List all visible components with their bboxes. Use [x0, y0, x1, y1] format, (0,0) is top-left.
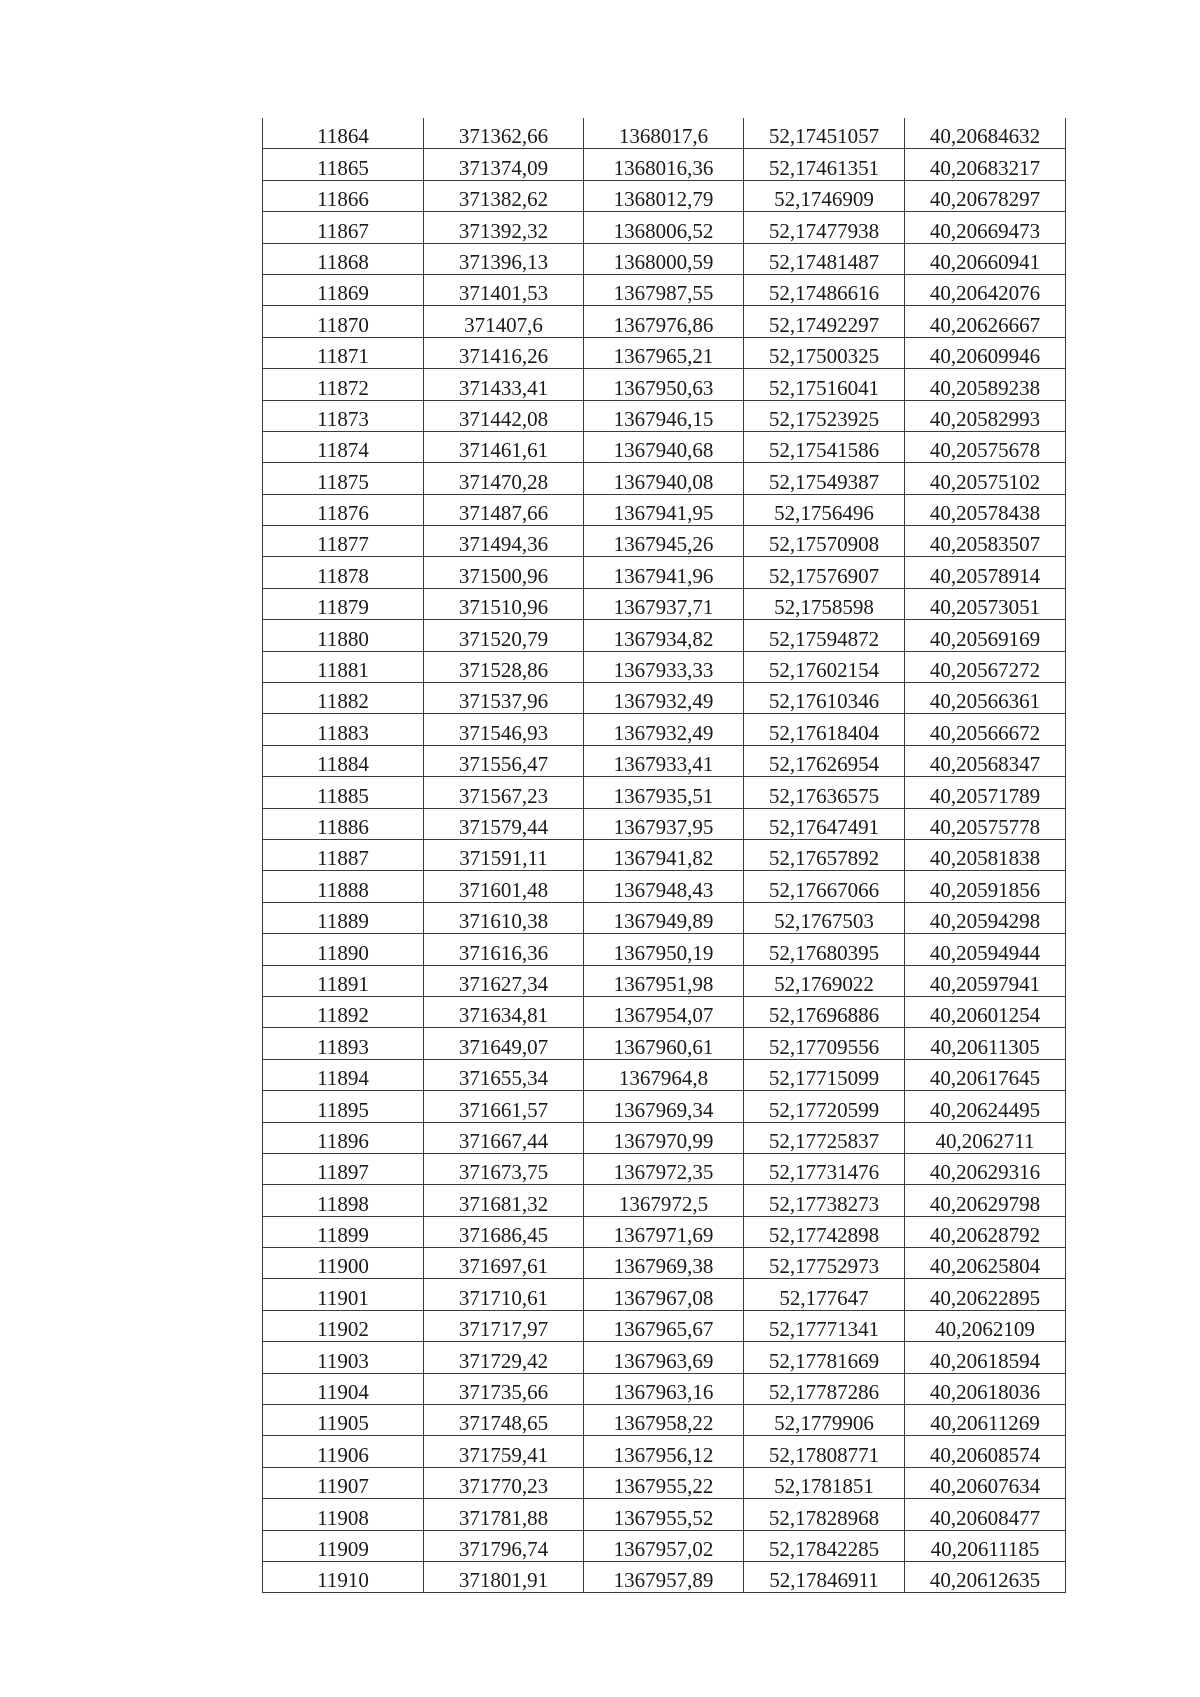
- table-row: [263, 1248, 1066, 1279]
- table-row: [263, 1185, 1066, 1216]
- y-coordinate-cell: 1368017,6: [584, 118, 744, 149]
- x-coordinate-cell: 371748,65: [424, 1405, 584, 1436]
- longitude-cell: 40,20569169: [905, 620, 1066, 651]
- latitude-cell: 52,17492297: [744, 306, 905, 337]
- longitude-cell: 40,20622895: [905, 1279, 1066, 1310]
- longitude-cell: 40,20618036: [905, 1373, 1066, 1404]
- x-coordinate-cell: 371537,96: [424, 683, 584, 714]
- longitude-cell: 40,20575102: [905, 463, 1066, 494]
- y-coordinate-cell: 1367941,82: [584, 839, 744, 870]
- longitude-cell: 40,20578914: [905, 557, 1066, 588]
- table-row: [263, 1091, 1066, 1122]
- y-coordinate-cell: 1367946,15: [584, 400, 744, 431]
- point-number-cell: 11898: [263, 1185, 424, 1216]
- latitude-cell: 52,17731476: [744, 1153, 905, 1184]
- table-row: [263, 1153, 1066, 1184]
- longitude-cell: 40,20684632: [905, 118, 1066, 149]
- latitude-cell: 52,1769022: [744, 965, 905, 996]
- table-row: [263, 118, 1066, 149]
- y-coordinate-cell: 1367954,07: [584, 996, 744, 1027]
- x-coordinate-cell: 371470,28: [424, 463, 584, 494]
- latitude-cell: 52,17602154: [744, 651, 905, 682]
- latitude-cell: 52,17451057: [744, 118, 905, 149]
- longitude-cell: 40,20642076: [905, 274, 1066, 305]
- point-number-cell: 11875: [263, 463, 424, 494]
- table-row: [263, 996, 1066, 1027]
- point-number-cell: 11883: [263, 714, 424, 745]
- x-coordinate-cell: 371510,96: [424, 588, 584, 619]
- x-coordinate-cell: 371667,44: [424, 1122, 584, 1153]
- table-row: [263, 1436, 1066, 1467]
- x-coordinate-cell: 371392,32: [424, 212, 584, 243]
- table-row: [263, 588, 1066, 619]
- latitude-cell: 52,17657892: [744, 839, 905, 870]
- point-number-cell: 11869: [263, 274, 424, 305]
- longitude-cell: 40,20594298: [905, 902, 1066, 933]
- longitude-cell: 40,20571789: [905, 777, 1066, 808]
- x-coordinate-cell: 371781,88: [424, 1499, 584, 1530]
- y-coordinate-cell: 1367963,69: [584, 1342, 744, 1373]
- longitude-cell: 40,20597941: [905, 965, 1066, 996]
- longitude-cell: 40,20608477: [905, 1499, 1066, 1530]
- y-coordinate-cell: 1367935,51: [584, 777, 744, 808]
- longitude-cell: 40,20660941: [905, 243, 1066, 274]
- table-row: [263, 651, 1066, 682]
- latitude-cell: 52,17481487: [744, 243, 905, 274]
- x-coordinate-cell: 371655,34: [424, 1059, 584, 1090]
- point-number-cell: 11888: [263, 871, 424, 902]
- table-row: [263, 243, 1066, 274]
- y-coordinate-cell: 1367971,69: [584, 1216, 744, 1247]
- x-coordinate-cell: 371442,08: [424, 400, 584, 431]
- longitude-cell: 40,20626667: [905, 306, 1066, 337]
- latitude-cell: 52,17500325: [744, 337, 905, 368]
- table-row: [263, 180, 1066, 211]
- latitude-cell: 52,17752973: [744, 1248, 905, 1279]
- x-coordinate-cell: 371567,23: [424, 777, 584, 808]
- x-coordinate-cell: 371649,07: [424, 1028, 584, 1059]
- table-row: [263, 1028, 1066, 1059]
- table-row: [263, 839, 1066, 870]
- x-coordinate-cell: 371374,09: [424, 149, 584, 180]
- table-row: [263, 306, 1066, 337]
- longitude-cell: 40,20601254: [905, 996, 1066, 1027]
- latitude-cell: 52,1758598: [744, 588, 905, 619]
- x-coordinate-cell: 371616,36: [424, 934, 584, 965]
- longitude-cell: 40,20629316: [905, 1153, 1066, 1184]
- point-number-cell: 11910: [263, 1561, 424, 1592]
- table-row: [263, 526, 1066, 557]
- point-number-cell: 11894: [263, 1059, 424, 1090]
- latitude-cell: 52,17742898: [744, 1216, 905, 1247]
- longitude-cell: 40,20582993: [905, 400, 1066, 431]
- x-coordinate-cell: 371546,93: [424, 714, 584, 745]
- x-coordinate-cell: 371735,66: [424, 1373, 584, 1404]
- longitude-cell: 40,20678297: [905, 180, 1066, 211]
- latitude-cell: 52,17696886: [744, 996, 905, 1027]
- table-row: [263, 1059, 1066, 1090]
- latitude-cell: 52,17828968: [744, 1499, 905, 1530]
- x-coordinate-cell: 371407,6: [424, 306, 584, 337]
- table-row: [263, 1561, 1066, 1592]
- latitude-cell: 52,17477938: [744, 212, 905, 243]
- x-coordinate-cell: 371717,97: [424, 1310, 584, 1341]
- y-coordinate-cell: 1367963,16: [584, 1373, 744, 1404]
- x-coordinate-cell: 371681,32: [424, 1185, 584, 1216]
- latitude-cell: 52,1756496: [744, 494, 905, 525]
- x-coordinate-cell: 371770,23: [424, 1467, 584, 1498]
- table-row: [263, 714, 1066, 745]
- longitude-cell: 40,20575778: [905, 808, 1066, 839]
- table-row: [263, 1279, 1066, 1310]
- table-row: [263, 149, 1066, 180]
- latitude-cell: 52,17618404: [744, 714, 905, 745]
- point-number-cell: 11902: [263, 1310, 424, 1341]
- point-number-cell: 11893: [263, 1028, 424, 1059]
- y-coordinate-cell: 1367932,49: [584, 683, 744, 714]
- x-coordinate-cell: 371801,91: [424, 1561, 584, 1592]
- table-row: [263, 683, 1066, 714]
- point-number-cell: 11886: [263, 808, 424, 839]
- longitude-cell: 40,20624495: [905, 1091, 1066, 1122]
- y-coordinate-cell: 1367957,02: [584, 1530, 744, 1561]
- longitude-cell: 40,20608574: [905, 1436, 1066, 1467]
- x-coordinate-cell: 371601,48: [424, 871, 584, 902]
- longitude-cell: 40,20567272: [905, 651, 1066, 682]
- latitude-cell: 52,17549387: [744, 463, 905, 494]
- point-number-cell: 11874: [263, 431, 424, 462]
- latitude-cell: 52,17636575: [744, 777, 905, 808]
- y-coordinate-cell: 1367933,41: [584, 745, 744, 776]
- point-number-cell: 11905: [263, 1405, 424, 1436]
- longitude-cell: 40,20611269: [905, 1405, 1066, 1436]
- point-number-cell: 11872: [263, 369, 424, 400]
- table-row: [263, 337, 1066, 368]
- longitude-cell: 40,20591856: [905, 871, 1066, 902]
- longitude-cell: 40,2062711: [905, 1122, 1066, 1153]
- y-coordinate-cell: 1367932,49: [584, 714, 744, 745]
- latitude-cell: 52,1767503: [744, 902, 905, 933]
- point-number-cell: 11878: [263, 557, 424, 588]
- longitude-cell: 40,2062109: [905, 1310, 1066, 1341]
- x-coordinate-cell: 371661,57: [424, 1091, 584, 1122]
- point-number-cell: 11907: [263, 1467, 424, 1498]
- x-coordinate-cell: 371627,34: [424, 965, 584, 996]
- latitude-cell: 52,1746909: [744, 180, 905, 211]
- longitude-cell: 40,20683217: [905, 149, 1066, 180]
- point-number-cell: 11868: [263, 243, 424, 274]
- x-coordinate-cell: 371610,38: [424, 902, 584, 933]
- latitude-cell: 52,17523925: [744, 400, 905, 431]
- table-row: [263, 1122, 1066, 1153]
- table-row: [263, 369, 1066, 400]
- point-number-cell: 11890: [263, 934, 424, 965]
- point-number-cell: 11908: [263, 1499, 424, 1530]
- y-coordinate-cell: 1367949,89: [584, 902, 744, 933]
- table-row: [263, 1405, 1066, 1436]
- longitude-cell: 40,20578438: [905, 494, 1066, 525]
- point-number-cell: 11879: [263, 588, 424, 619]
- longitude-cell: 40,20583507: [905, 526, 1066, 557]
- table-row: [263, 557, 1066, 588]
- latitude-cell: 52,17461351: [744, 149, 905, 180]
- point-number-cell: 11873: [263, 400, 424, 431]
- y-coordinate-cell: 1367969,38: [584, 1248, 744, 1279]
- point-number-cell: 11866: [263, 180, 424, 211]
- longitude-cell: 40,20628792: [905, 1216, 1066, 1247]
- table-row: [263, 1216, 1066, 1247]
- y-coordinate-cell: 1367940,68: [584, 431, 744, 462]
- table-row: [263, 463, 1066, 494]
- point-number-cell: 11909: [263, 1530, 424, 1561]
- latitude-cell: 52,17808771: [744, 1436, 905, 1467]
- point-number-cell: 11904: [263, 1373, 424, 1404]
- x-coordinate-cell: 371528,86: [424, 651, 584, 682]
- latitude-cell: 52,17738273: [744, 1185, 905, 1216]
- longitude-cell: 40,20629798: [905, 1185, 1066, 1216]
- point-number-cell: 11871: [263, 337, 424, 368]
- coordinates-table: [262, 118, 1066, 1593]
- table-row: [263, 620, 1066, 651]
- table-row: [263, 745, 1066, 776]
- latitude-cell: 52,1779906: [744, 1405, 905, 1436]
- x-coordinate-cell: 371396,13: [424, 243, 584, 274]
- x-coordinate-cell: 371579,44: [424, 808, 584, 839]
- x-coordinate-cell: 371710,61: [424, 1279, 584, 1310]
- y-coordinate-cell: 1368016,36: [584, 149, 744, 180]
- latitude-cell: 52,17541586: [744, 431, 905, 462]
- y-coordinate-cell: 1367951,98: [584, 965, 744, 996]
- coordinates-table-body: [263, 118, 1066, 1593]
- point-number-cell: 11906: [263, 1436, 424, 1467]
- x-coordinate-cell: 371494,36: [424, 526, 584, 557]
- y-coordinate-cell: 1367972,35: [584, 1153, 744, 1184]
- point-number-cell: 11884: [263, 745, 424, 776]
- x-coordinate-cell: 371362,66: [424, 118, 584, 149]
- latitude-cell: 52,17842285: [744, 1530, 905, 1561]
- latitude-cell: 52,17787286: [744, 1373, 905, 1404]
- y-coordinate-cell: 1367940,08: [584, 463, 744, 494]
- y-coordinate-cell: 1367933,33: [584, 651, 744, 682]
- point-number-cell: 11877: [263, 526, 424, 557]
- latitude-cell: 52,177647: [744, 1279, 905, 1310]
- latitude-cell: 52,17626954: [744, 745, 905, 776]
- x-coordinate-cell: 371556,47: [424, 745, 584, 776]
- x-coordinate-cell: 371673,75: [424, 1153, 584, 1184]
- point-number-cell: 11896: [263, 1122, 424, 1153]
- table-row: [263, 1373, 1066, 1404]
- longitude-cell: 40,20594944: [905, 934, 1066, 965]
- y-coordinate-cell: 1367964,8: [584, 1059, 744, 1090]
- point-number-cell: 11876: [263, 494, 424, 525]
- longitude-cell: 40,20669473: [905, 212, 1066, 243]
- y-coordinate-cell: 1367987,55: [584, 274, 744, 305]
- y-coordinate-cell: 1367934,82: [584, 620, 744, 651]
- y-coordinate-cell: 1367941,95: [584, 494, 744, 525]
- x-coordinate-cell: 371416,26: [424, 337, 584, 368]
- table-row: [263, 777, 1066, 808]
- x-coordinate-cell: 371729,42: [424, 1342, 584, 1373]
- table-row: [263, 808, 1066, 839]
- longitude-cell: 40,20618594: [905, 1342, 1066, 1373]
- latitude-cell: 52,17709556: [744, 1028, 905, 1059]
- latitude-cell: 52,17647491: [744, 808, 905, 839]
- y-coordinate-cell: 1367972,5: [584, 1185, 744, 1216]
- longitude-cell: 40,20609946: [905, 337, 1066, 368]
- latitude-cell: 52,17486616: [744, 274, 905, 305]
- x-coordinate-cell: 371520,79: [424, 620, 584, 651]
- longitude-cell: 40,20625804: [905, 1248, 1066, 1279]
- x-coordinate-cell: 371487,66: [424, 494, 584, 525]
- latitude-cell: 52,17570908: [744, 526, 905, 557]
- table-row: [263, 902, 1066, 933]
- point-number-cell: 11900: [263, 1248, 424, 1279]
- latitude-cell: 52,17771341: [744, 1310, 905, 1341]
- latitude-cell: 52,17715099: [744, 1059, 905, 1090]
- longitude-cell: 40,20581838: [905, 839, 1066, 870]
- point-number-cell: 11881: [263, 651, 424, 682]
- y-coordinate-cell: 1367941,96: [584, 557, 744, 588]
- latitude-cell: 52,17781669: [744, 1342, 905, 1373]
- point-number-cell: 11891: [263, 965, 424, 996]
- point-number-cell: 11887: [263, 839, 424, 870]
- table-row: [263, 212, 1066, 243]
- y-coordinate-cell: 1367967,08: [584, 1279, 744, 1310]
- table-row: [263, 494, 1066, 525]
- x-coordinate-cell: 371401,53: [424, 274, 584, 305]
- latitude-cell: 52,17680395: [744, 934, 905, 965]
- y-coordinate-cell: 1367955,22: [584, 1467, 744, 1498]
- latitude-cell: 52,17594872: [744, 620, 905, 651]
- x-coordinate-cell: 371433,41: [424, 369, 584, 400]
- y-coordinate-cell: 1367958,22: [584, 1405, 744, 1436]
- longitude-cell: 40,20566361: [905, 683, 1066, 714]
- latitude-cell: 52,17846911: [744, 1561, 905, 1592]
- latitude-cell: 52,17720599: [744, 1091, 905, 1122]
- x-coordinate-cell: 371759,41: [424, 1436, 584, 1467]
- y-coordinate-cell: 1367965,67: [584, 1310, 744, 1341]
- x-coordinate-cell: 371591,11: [424, 839, 584, 870]
- longitude-cell: 40,20573051: [905, 588, 1066, 619]
- table-row: [263, 274, 1066, 305]
- table-row: [263, 934, 1066, 965]
- longitude-cell: 40,20611305: [905, 1028, 1066, 1059]
- y-coordinate-cell: 1367956,12: [584, 1436, 744, 1467]
- x-coordinate-cell: 371382,62: [424, 180, 584, 211]
- x-coordinate-cell: 371697,61: [424, 1248, 584, 1279]
- y-coordinate-cell: 1368000,59: [584, 243, 744, 274]
- table-row: [263, 1530, 1066, 1561]
- point-number-cell: 11895: [263, 1091, 424, 1122]
- point-number-cell: 11899: [263, 1216, 424, 1247]
- table-row: [263, 965, 1066, 996]
- y-coordinate-cell: 1367970,99: [584, 1122, 744, 1153]
- latitude-cell: 52,17725837: [744, 1122, 905, 1153]
- y-coordinate-cell: 1367945,26: [584, 526, 744, 557]
- y-coordinate-cell: 1367950,63: [584, 369, 744, 400]
- table-row: [263, 1467, 1066, 1498]
- latitude-cell: 52,17576907: [744, 557, 905, 588]
- point-number-cell: 11864: [263, 118, 424, 149]
- x-coordinate-cell: 371500,96: [424, 557, 584, 588]
- y-coordinate-cell: 1367960,61: [584, 1028, 744, 1059]
- point-number-cell: 11865: [263, 149, 424, 180]
- y-coordinate-cell: 1367957,89: [584, 1561, 744, 1592]
- point-number-cell: 11885: [263, 777, 424, 808]
- longitude-cell: 40,20589238: [905, 369, 1066, 400]
- latitude-cell: 52,17516041: [744, 369, 905, 400]
- table-row: [263, 1310, 1066, 1341]
- longitude-cell: 40,20575678: [905, 431, 1066, 462]
- longitude-cell: 40,20611185: [905, 1530, 1066, 1561]
- point-number-cell: 11870: [263, 306, 424, 337]
- point-number-cell: 11880: [263, 620, 424, 651]
- x-coordinate-cell: 371634,81: [424, 996, 584, 1027]
- x-coordinate-cell: 371686,45: [424, 1216, 584, 1247]
- point-number-cell: 11882: [263, 683, 424, 714]
- table-row: [263, 871, 1066, 902]
- y-coordinate-cell: 1367969,34: [584, 1091, 744, 1122]
- x-coordinate-cell: 371461,61: [424, 431, 584, 462]
- point-number-cell: 11903: [263, 1342, 424, 1373]
- y-coordinate-cell: 1367965,21: [584, 337, 744, 368]
- point-number-cell: 11901: [263, 1279, 424, 1310]
- x-coordinate-cell: 371796,74: [424, 1530, 584, 1561]
- latitude-cell: 52,1781851: [744, 1467, 905, 1498]
- longitude-cell: 40,20607634: [905, 1467, 1066, 1498]
- longitude-cell: 40,20566672: [905, 714, 1066, 745]
- y-coordinate-cell: 1368012,79: [584, 180, 744, 211]
- table-row: [263, 431, 1066, 462]
- point-number-cell: 11867: [263, 212, 424, 243]
- latitude-cell: 52,17667066: [744, 871, 905, 902]
- table-row: [263, 1342, 1066, 1373]
- point-number-cell: 11892: [263, 996, 424, 1027]
- point-number-cell: 11897: [263, 1153, 424, 1184]
- y-coordinate-cell: 1367976,86: [584, 306, 744, 337]
- point-number-cell: 11889: [263, 902, 424, 933]
- longitude-cell: 40,20568347: [905, 745, 1066, 776]
- y-coordinate-cell: 1367950,19: [584, 934, 744, 965]
- y-coordinate-cell: 1367955,52: [584, 1499, 744, 1530]
- y-coordinate-cell: 1367948,43: [584, 871, 744, 902]
- table-row: [263, 400, 1066, 431]
- longitude-cell: 40,20612635: [905, 1561, 1066, 1592]
- longitude-cell: 40,20617645: [905, 1059, 1066, 1090]
- y-coordinate-cell: 1367937,71: [584, 588, 744, 619]
- latitude-cell: 52,17610346: [744, 683, 905, 714]
- table-row: [263, 1499, 1066, 1530]
- y-coordinate-cell: 1367937,95: [584, 808, 744, 839]
- y-coordinate-cell: 1368006,52: [584, 212, 744, 243]
